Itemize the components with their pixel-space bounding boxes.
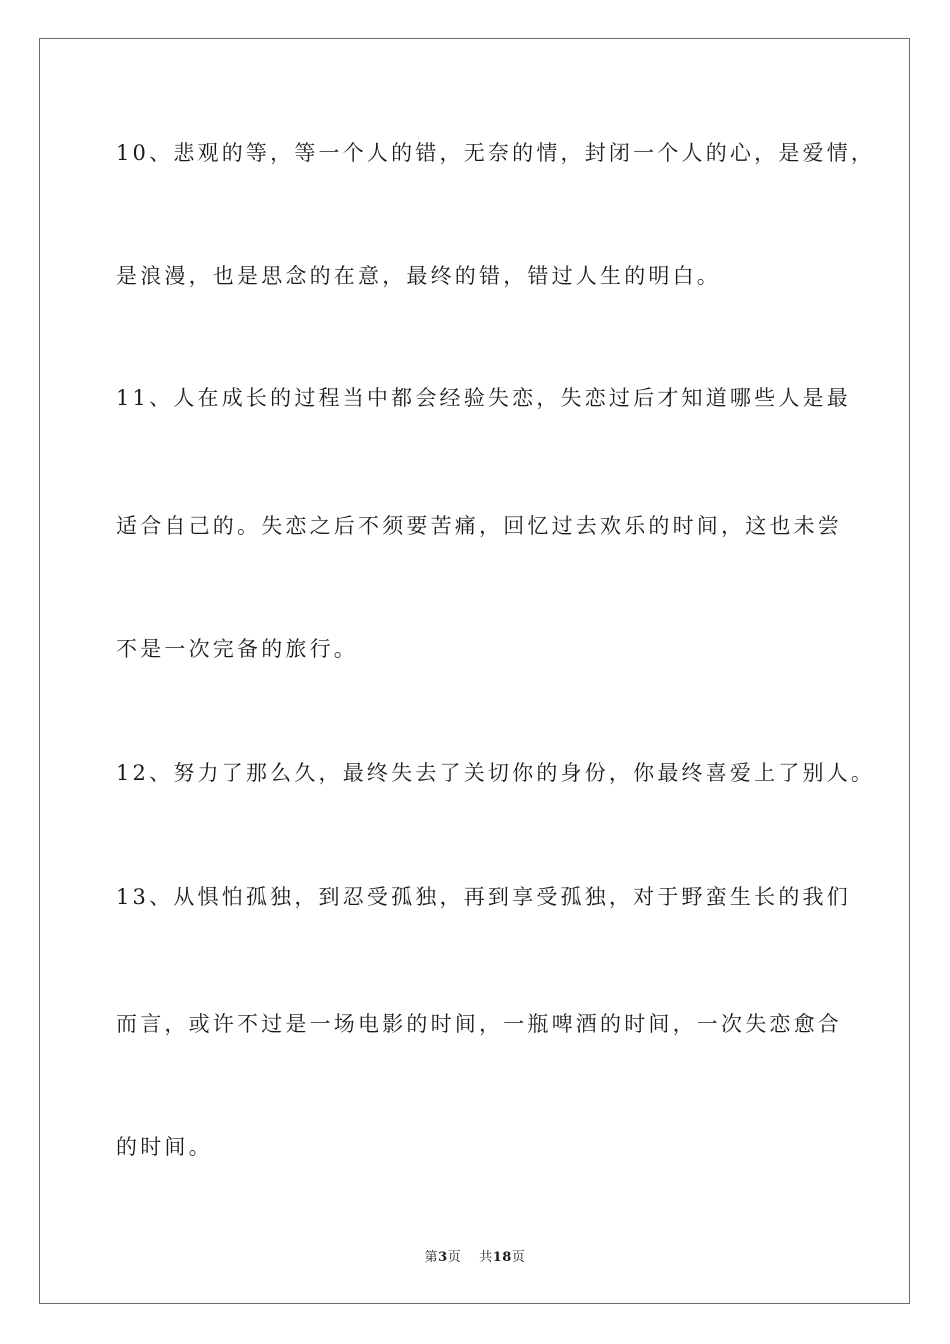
page-prefix: 第 [424,1250,439,1265]
text-line-4: 适合自己的。失恋之后不须要苦痛，回忆过去欢乐的时间，这也未尝 [116,514,842,538]
text-line-6: 12、努力了那么久，最终失去了关切你的身份，你最终喜爱上了别人。 [116,761,876,785]
total-pages: 18 [492,1250,512,1265]
page-border [39,38,910,1304]
page-number: 3 [438,1250,448,1265]
text-line-9: 的时间。 [116,1135,213,1159]
text-line-8: 而言，或许不过是一场电影的时间，一瓶啤酒的时间，一次失恋愈合 [116,1012,842,1036]
page-footer [0,1246,950,1265]
text-line-1: 10、悲观的等，等一个人的错，无奈的情，封闭一个人的心，是爱情， [116,141,876,165]
total-suffix: 页 [511,1250,526,1265]
page-suffix: 页 [447,1250,462,1265]
text-line-7: 13、从惧怕孤独，到忍受孤独，再到享受孤独，对于野蛮生长的我们 [116,885,851,909]
text-line-2: 是浪漫，也是思念的在意，最终的错，错过人生的明白。 [116,264,721,288]
text-line-3: 11、人在成长的过程当中都会经验失恋，失恋过后才知道哪些人是最 [116,386,851,410]
text-line-5: 不是一次完备的旅行。 [116,637,358,661]
total-prefix: 共 [479,1250,493,1265]
